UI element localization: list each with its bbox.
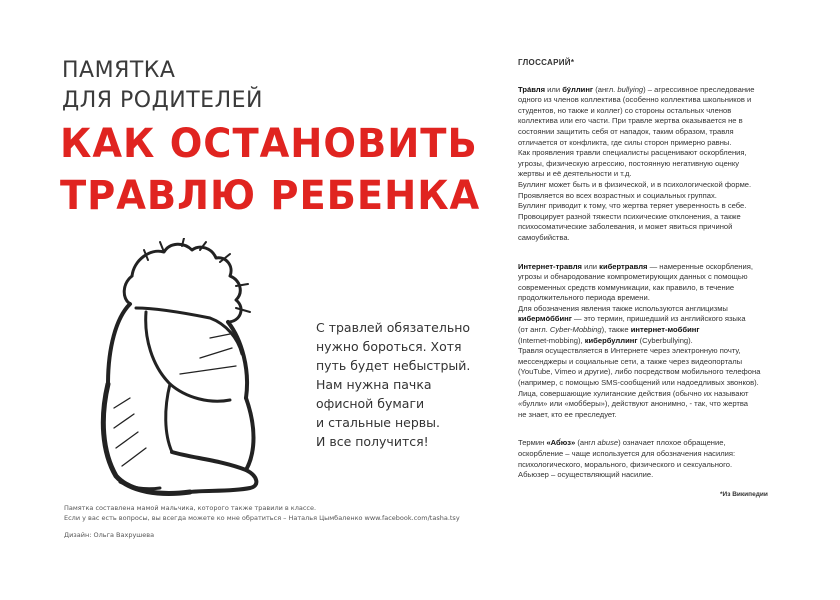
glossary-line: коллектива или его части. При травле жертва оказывается не в bbox=[518, 116, 743, 126]
glossary-entry-cyberbullying bbox=[518, 262, 780, 421]
glossary-line: современных средств коммуникации, как правило, в течение bbox=[518, 282, 735, 292]
contact-note: Если у вас есть вопросы, вы всегда можете ко мне обратиться – Наталья Цымбаленко www.facebook.com/tasha.tsy bbox=[64, 514, 460, 522]
glossary-line: Буллинг может быть и в физической, и в психологической форме. bbox=[518, 179, 752, 189]
glossary-line: (например, с помощью SMS-сообщений или надоедливых звонков). bbox=[518, 378, 759, 388]
glossary-line: кибермо́ббинг — это термин, пришедший из английского языка bbox=[518, 314, 746, 324]
glossary-line: Травля осуществляется в Интернете через электронную почту, bbox=[518, 346, 741, 356]
headline-line-2: ТРАВЛЮ РЕБЕНКА bbox=[60, 173, 481, 219]
glossary-line: Абьюзер – осуществляющий насилие. bbox=[518, 470, 654, 480]
glossary-line: Как проявления травли специалисты расценивают оскорбления, bbox=[518, 148, 747, 158]
glossary-line: Тра́вля или бу́ллинг (англ. bullying) – агрессивное преследование bbox=[518, 84, 755, 94]
glossary-line: Интернет-травля или кибертравля — намеренные оскорбления, bbox=[518, 261, 753, 271]
glossary-entry-bullying bbox=[518, 85, 780, 244]
glossary-line: одного из членов коллектива (особенно коллектива школьников и bbox=[518, 95, 752, 105]
glossary-title: ГЛОССАРИЙ* bbox=[518, 58, 575, 67]
glossary-line: отличается от конфликта, где силы сторон примерно равны. bbox=[518, 137, 732, 147]
glossary-line: самоубийства. bbox=[518, 232, 570, 242]
glossary-line: Проявляется во всех возрастных и социальных группах. bbox=[518, 190, 717, 200]
glossary-entry-abuse bbox=[518, 438, 780, 480]
glossary-line: оскорбление – чаще используется для обозначения насилия: bbox=[518, 449, 736, 458]
crouching-child-illustration bbox=[60, 238, 310, 498]
memo-label: ПАМЯТКА bbox=[62, 58, 176, 83]
quote-line: нужно бороться. Хотя bbox=[316, 339, 462, 354]
author-note: Памятка составлена мамой мальчика, которого также травили в классе. bbox=[64, 504, 317, 512]
glossary-line: угрозы и обнародование компрометирующих данных с помощью bbox=[518, 272, 748, 282]
glossary-line: не знает, кто ее преследует. bbox=[518, 409, 617, 419]
glossary-column bbox=[518, 58, 780, 499]
glossary-line: Буллинг приводит к тому, что жертва теряет уверенность в себе. bbox=[518, 201, 747, 211]
headline-line-1: КАК ОСТАНОВИТЬ bbox=[60, 121, 478, 167]
glossary-line: (YouTube, Vimeo и другие), либо посредством мобильного телефона bbox=[518, 367, 761, 377]
quote-line: офисной бумаги bbox=[316, 396, 425, 411]
quote-line: Нам нужна пачка bbox=[316, 377, 432, 392]
quote-line: И все получится! bbox=[316, 434, 429, 449]
glossary-line: Термин «Аб́юз» (англ abuse) означает плохое обращение, bbox=[518, 438, 726, 448]
glossary-line: студентов, но также и коллег) со стороны остальных членов bbox=[518, 105, 732, 115]
audience-label: ДЛЯ РОДИТЕЛЕЙ bbox=[62, 88, 263, 113]
quote-line: С травлей обязательно bbox=[316, 320, 471, 335]
design-credit: Дизайн: Ольга Вахрушева bbox=[64, 531, 155, 539]
glossary-line: Для обозначения явления также используются англицизмы bbox=[518, 303, 728, 313]
quote-line: путь будет небыстрый. bbox=[316, 358, 471, 373]
glossary-line: (от англ. Cyber-Mobbing), также интернет-моббинг bbox=[518, 325, 700, 335]
glossary-line: мессенджеры и социальные сети, а также через видеопорталы bbox=[518, 356, 743, 366]
glossary-line: Провоцирует разной тяжести психические отклонения, а также bbox=[518, 211, 741, 221]
glossary-line: продолжительного периода времени. bbox=[518, 293, 650, 303]
glossary-line: психологического, морального, физического и сексуального. bbox=[518, 459, 733, 469]
glossary-line: состоянии защитить себя от нападок, таким образом, травля bbox=[518, 126, 734, 136]
glossary-line: Лица, совершающие хулиганские действия (обычно их называют bbox=[518, 388, 749, 398]
glossary-line: жертвы и её деятельности и т.д. bbox=[518, 169, 632, 179]
encouragement-quote bbox=[316, 318, 486, 451]
glossary-line: угрозы, физическую агрессию, постоянную негативную оценку bbox=[518, 158, 740, 168]
source-note: *Из Википедии bbox=[720, 491, 768, 498]
glossary-line: (Internet-mobbing), кибербуллинг (Cyberbullying). bbox=[518, 335, 693, 345]
glossary-line: психосоматические заболевания, и может явиться причиной bbox=[518, 222, 733, 232]
quote-line: и стальные нервы. bbox=[316, 415, 440, 430]
glossary-line: «булли» или «мобберы»), действуют анонимно, - так, что жертва bbox=[518, 399, 749, 409]
